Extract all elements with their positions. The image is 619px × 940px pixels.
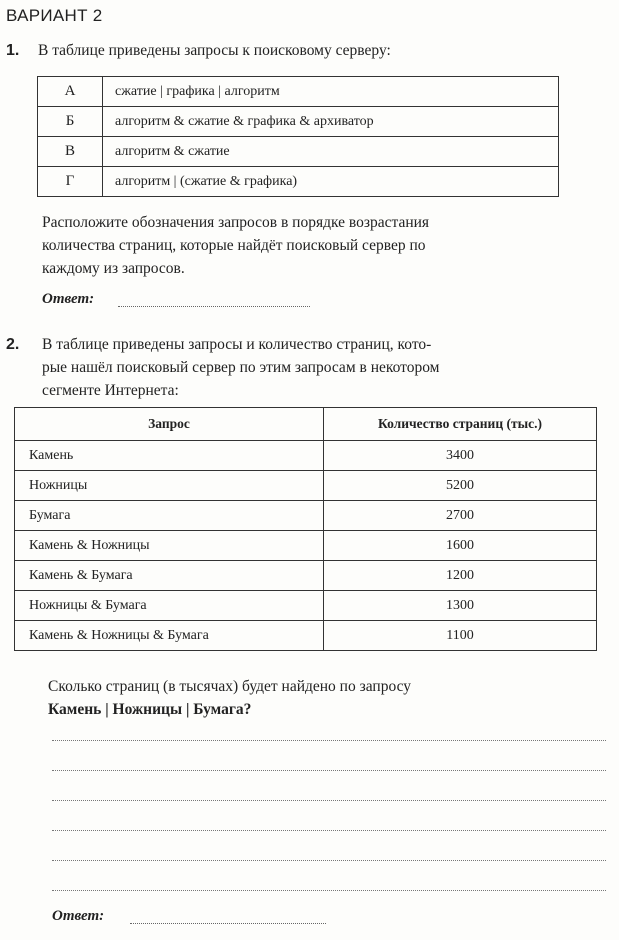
- query-text: алгоритм & сжатие: [103, 137, 559, 167]
- table-row: [15, 621, 597, 651]
- table-row: [15, 501, 597, 531]
- table-row: [38, 77, 559, 107]
- count-cell: 1100: [324, 621, 597, 651]
- count-cell: 1300: [324, 591, 597, 621]
- table-row: [15, 531, 597, 561]
- count-cell: 1200: [324, 561, 597, 591]
- task2-question-line: Сколько страниц (в тысячах) будет найдено по запросу: [48, 678, 412, 695]
- task1-number: 1.: [6, 42, 20, 59]
- query-text: алгоритм | (сжатие & графика): [103, 167, 559, 197]
- count-cell: 3400: [324, 441, 597, 471]
- query-letter: Б: [38, 107, 103, 137]
- count-cell: 1600: [324, 531, 597, 561]
- task1-answer-label: Ответ:: [42, 291, 95, 307]
- task2-answer-field[interactable]: [130, 923, 326, 924]
- task2-question-query: Камень | Ножницы | Бумага?: [48, 701, 252, 718]
- working-line[interactable]: [52, 860, 606, 861]
- query-letter: А: [38, 77, 103, 107]
- query-letter: Г: [38, 167, 103, 197]
- task2-results-table: [14, 407, 597, 651]
- task1-question-line: Расположите обозначения запросов в порядке возрастания: [42, 214, 430, 231]
- task1-question-line: каждому из запросов.: [42, 260, 185, 277]
- query-text: алгоритм & сжатие & графика & архиватор: [103, 107, 559, 137]
- task1-question-line: количества страниц, которые найдёт поисковый сервер по: [42, 237, 426, 254]
- variant-heading: ВАРИАНТ 2: [6, 6, 103, 25]
- task2-number: 2.: [6, 336, 20, 353]
- count-cell: 5200: [324, 471, 597, 501]
- task1-intro: В таблице приведены запросы к поисковому серверу:: [38, 42, 391, 59]
- table-row: [15, 471, 597, 501]
- working-line[interactable]: [52, 830, 606, 831]
- table-row: [15, 591, 597, 621]
- query-letter: В: [38, 137, 103, 167]
- query-cell: Камень: [15, 441, 324, 471]
- working-line[interactable]: [52, 740, 606, 741]
- table-header-row: [15, 408, 597, 441]
- query-cell: Камень & Ножницы: [15, 531, 324, 561]
- task1-query-table: [37, 76, 559, 197]
- task2-answer-label: Ответ:: [52, 908, 105, 924]
- query-text: сжатие | графика | алгоритм: [103, 77, 559, 107]
- working-line[interactable]: [52, 770, 606, 771]
- table-row: [38, 107, 559, 137]
- column-header-count: Количество страниц (тыс.): [324, 408, 597, 441]
- table-row: [38, 137, 559, 167]
- table-row: [15, 441, 597, 471]
- table-row: [38, 167, 559, 197]
- column-header-query: Запрос: [15, 408, 324, 441]
- task2-intro-line: В таблице приведены запросы и количество страниц, кото-: [42, 336, 432, 353]
- working-line[interactable]: [52, 890, 606, 891]
- task2-intro-line: сегменте Интернета:: [42, 382, 179, 399]
- query-cell: Ножницы & Бумага: [15, 591, 324, 621]
- query-cell: Бумага: [15, 501, 324, 531]
- working-line[interactable]: [52, 800, 606, 801]
- table-row: [15, 561, 597, 591]
- count-cell: 2700: [324, 501, 597, 531]
- query-cell: Камень & Ножницы & Бумага: [15, 621, 324, 651]
- task2-intro-line: рые нашёл поисковый сервер по этим запросам в некотором: [42, 359, 440, 376]
- task1-answer-field[interactable]: [118, 306, 310, 307]
- query-cell: Камень & Бумага: [15, 561, 324, 591]
- query-cell: Ножницы: [15, 471, 324, 501]
